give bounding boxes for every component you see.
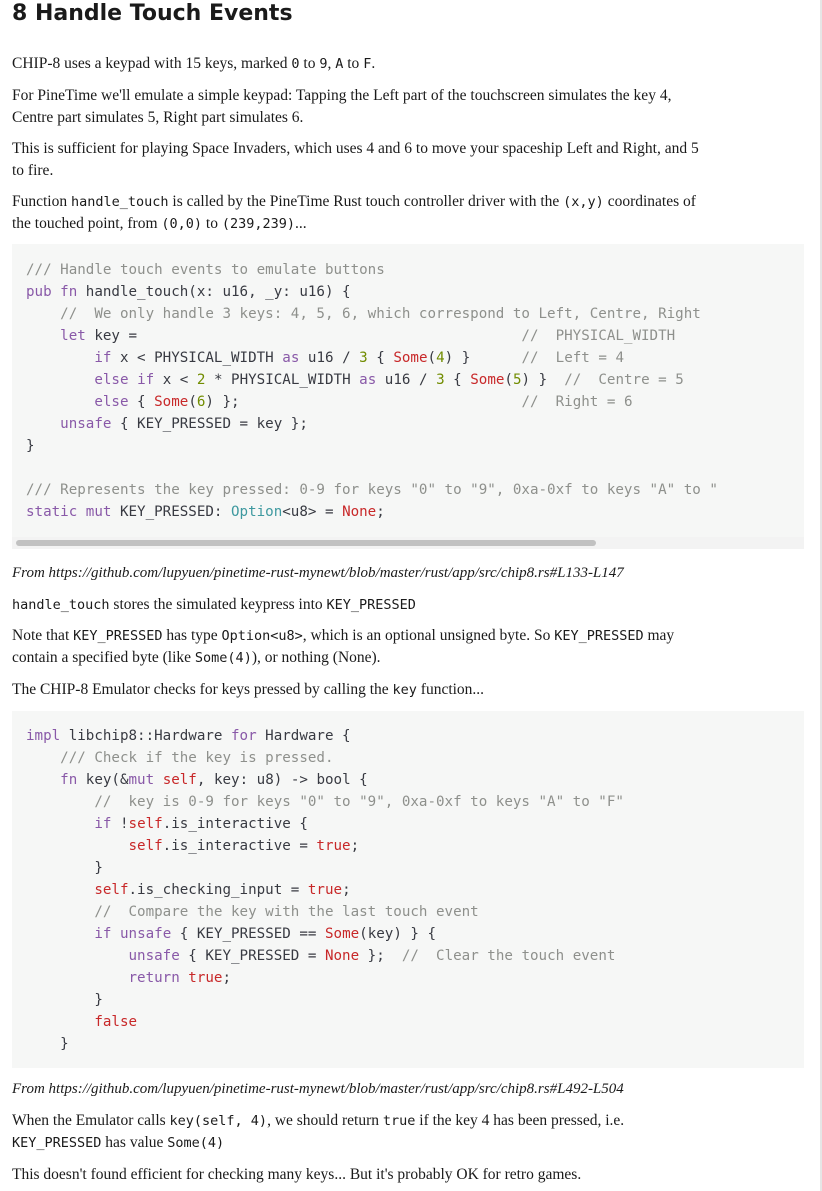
code-line: [26, 457, 718, 479]
code-line: impl libchip8::Hardware for Hardware {: [26, 728, 351, 744]
code-line: /// Represents the key pressed: 0-9 for keys "0" to "9", 0xa-0xf to keys "A" to ": [26, 482, 718, 498]
code-line: pub fn handle_touch(x: u16, _y: u16) {: [26, 284, 351, 300]
code-block-horizontal-scrollbar[interactable]: [12, 537, 804, 549]
paragraph-efficiency: This doesn't found efficient for checking many keys... But it's probably OK for retro games.: [12, 1166, 582, 1183]
source-link-1[interactable]: From https://github.com/lupyuen/pinetime-rust-mynewt/blob/master/rust/app/src/chip8.rs#L133-L147: [12, 565, 624, 581]
code-line: false: [94, 1014, 138, 1030]
code-block-key-function: [12, 711, 804, 1068]
code-line: }: [26, 438, 35, 454]
scrollbar-thumb[interactable]: [16, 540, 596, 546]
section-heading: 8 Handle Touch Events: [12, 1, 293, 26]
code-block-handle-touch: [12, 244, 804, 538]
paragraph-option-type: Note that KEY_PRESSED has type Option<u8>, which is an optional unsigned byte. So KEY_PRESSED may contain a specified byte (like Some(4)), or nothing (None).: [12, 627, 675, 666]
code-line: /// Handle touch events to emulate buttons: [26, 262, 385, 278]
code-line: let key = // PHYSICAL_WIDTH: [60, 328, 676, 344]
code-line: }: [26, 992, 103, 1008]
code-line: unsafe { KEY_PRESSED = key };: [60, 416, 308, 432]
paragraph-pinetime-keypad: For PineTime we'll emulate a simple keypad: Tapping the Left part of the touchscreen simulates the key 4, Centre part simulates 5, Right part simulates 6.: [12, 87, 672, 126]
code-lines: [26, 725, 624, 1055]
code-line: unsafe { KEY_PRESSED = None }; // Clear the touch event: [128, 948, 616, 964]
code-line: }: [26, 860, 103, 876]
code-line: self.is_interactive = true;: [128, 838, 360, 854]
code-line: // We only handle 3 keys: 4, 5, 6, which correspond to Left, Centre, Right: [60, 306, 701, 322]
paragraph-return-true: When the Emulator calls key(self, 4), we should return true if the key 4 has been pressed, i.e. KEY_PRESSED has value Some(4): [12, 1112, 625, 1151]
code-line: else if x < 2 * PHYSICAL_WIDTH as u16 / 3 { Some(5) } // Centre = 5: [94, 372, 684, 388]
paragraph-space-invaders: This is sufficient for playing Space Invaders, which uses 4 and 6 to move your spaceship Left and Right, and 5 to fire.: [12, 140, 699, 179]
paragraph-stores-keypress: handle_touch stores the simulated keypress into KEY_PRESSED: [12, 596, 416, 613]
code-line: else { Some(6) }; // Right = 6: [94, 394, 633, 410]
paragraph-keypad: CHIP-8 uses a keypad with 15 keys, marked 0 to 9, A to F.: [12, 55, 376, 72]
paragraph-handle-touch: Function handle_touch is called by the PineTime Rust touch controller driver with the (x,y) coordinates of the touched point, from (0,0) to (239,239)...: [12, 193, 696, 232]
code-line: return true;: [128, 970, 232, 986]
code-line: if x < PHYSICAL_WIDTH as u16 / 3 { Some(4) } // Left = 4: [94, 350, 624, 366]
code-line: fn key(&mut self, key: u8) -> bool {: [60, 772, 368, 788]
code-line: // Compare the key with the last touch event: [94, 904, 479, 920]
source-link-2[interactable]: From https://github.com/lupyuen/pinetime-rust-mynewt/blob/master/rust/app/src/chip8.rs#L492-L504: [12, 1081, 624, 1097]
code-line: }: [26, 1036, 69, 1052]
code-line: // key is 0-9 for keys "0" to "9", 0xa-0xf to keys "A" to "F": [94, 794, 624, 810]
code-line: if unsafe { KEY_PRESSED == Some(key) } {: [94, 926, 437, 942]
code-line: static mut KEY_PRESSED: Option<u8> = None;: [26, 504, 385, 520]
code-line: /// Check if the key is pressed.: [60, 750, 334, 766]
code-line: self.is_checking_input = true;: [94, 882, 351, 898]
paragraph-emulator-checks: The CHIP-8 Emulator checks for keys pressed by calling the key function...: [12, 681, 485, 698]
code-line: if !self.is_interactive {: [94, 816, 308, 832]
code-lines: [26, 259, 718, 523]
